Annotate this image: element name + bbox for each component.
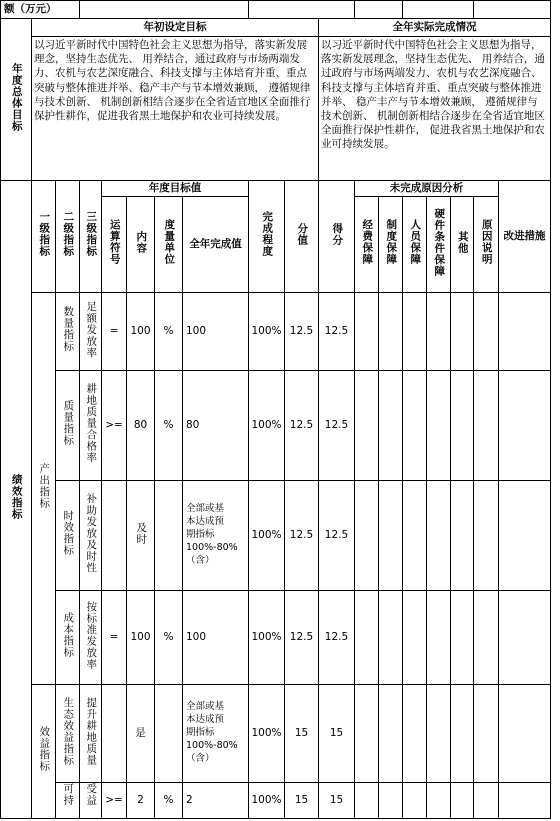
table-cell: 100% (249, 685, 285, 783)
table-cell: = (102, 293, 127, 371)
table-cell (474, 371, 499, 481)
table-cell (499, 591, 551, 685)
header-completed: 全年完成值 (183, 197, 249, 293)
cell-text: 全部或基 (186, 503, 225, 515)
table-cell (499, 371, 551, 481)
table-cell (427, 685, 451, 783)
header-institution (379, 197, 403, 293)
table-cell: >= (102, 371, 127, 481)
table-row (1, 293, 551, 371)
cell-text: 质量指标 (62, 400, 75, 447)
table-cell: = (102, 591, 127, 685)
table-cell (474, 1, 551, 19)
table-cell: 80 (183, 371, 249, 481)
cell-text: 受益 (85, 783, 98, 806)
cell-text: 完成程度 (261, 211, 274, 258)
header-personnel (403, 197, 427, 293)
table-cell (379, 293, 403, 371)
completed-multiline (183, 481, 249, 591)
initial-goal-header: 年初设定目标 (32, 19, 319, 37)
header-level2 (56, 181, 80, 293)
table-cell: 100% (249, 481, 285, 591)
cell-text: 原因说明 (480, 219, 493, 266)
cell-text: 三级指标 (85, 211, 98, 258)
cell-text: 耕地质量合格率 (85, 383, 98, 464)
header-unit (155, 197, 183, 293)
cell-text: 期指标 (186, 727, 215, 739)
table-cell (451, 371, 474, 481)
cell-text: 足额发放率 (85, 300, 98, 359)
table-cell: 100 (183, 293, 249, 371)
cell-text: 效益指标 (38, 726, 51, 773)
table-cell: 12.5 (285, 481, 319, 591)
table-cell: 100 (183, 591, 249, 685)
table-cell (451, 783, 474, 819)
table-cell (427, 371, 451, 481)
table-cell (403, 481, 427, 591)
table-cell (56, 783, 80, 819)
table-cell: 12.5 (285, 293, 319, 371)
table-cell (355, 1, 403, 19)
cell-text: 本达成预 (186, 714, 225, 726)
table-cell (427, 293, 451, 371)
cell-text: 100%-80% (186, 739, 238, 751)
table-cell: 100% (249, 371, 285, 481)
table-cell: 15 (319, 685, 355, 783)
table-cell (155, 481, 183, 591)
group-output (32, 293, 56, 685)
table-cell: 12.5 (319, 591, 355, 685)
cell-text: （含） (186, 554, 215, 566)
cell-text: 人员保障 (409, 219, 422, 266)
table-cell (80, 481, 102, 591)
cell-text: 成本指标 (62, 612, 75, 659)
header-measures: 改进措施 (499, 181, 551, 293)
table-cell (403, 783, 427, 819)
cell-text: 生态效益指标 (62, 696, 75, 766)
table-cell (474, 783, 499, 819)
table-cell (451, 591, 474, 685)
table-cell (80, 1, 249, 19)
table-cell (155, 685, 183, 783)
table-cell (80, 371, 102, 481)
table-cell: 12.5 (319, 481, 355, 591)
cell-text: 硬件条件保障 (433, 207, 446, 277)
table-cell (355, 685, 379, 783)
table-row (1, 371, 551, 481)
amount-label: 额（万元） (1, 1, 80, 19)
table-cell (499, 481, 551, 591)
cell-text: 及时 (135, 521, 148, 545)
table-cell: 15 (285, 783, 319, 819)
table-cell: 12.5 (285, 371, 319, 481)
header-explanation (474, 197, 499, 293)
table-cell (249, 1, 355, 19)
table-cell: 12.5 (319, 371, 355, 481)
table-cell (403, 293, 427, 371)
header-annual-target: 年度目标值 (102, 181, 249, 197)
table-cell: >= (102, 783, 127, 819)
cell-text: 期指标 (186, 529, 215, 541)
table-cell (80, 591, 102, 685)
table-cell (80, 685, 102, 783)
table-cell (56, 591, 80, 685)
table-cell: 80 (127, 371, 155, 481)
table-cell (427, 591, 451, 685)
cell-text: 绩效指标 (10, 474, 23, 521)
table-cell: 15 (285, 685, 319, 783)
cell-text: 补助发放及时性 (85, 493, 98, 574)
table-cell (451, 481, 474, 591)
table-row (1, 481, 551, 591)
table-cell (474, 685, 499, 783)
table-cell (379, 591, 403, 685)
table-cell: % (155, 293, 183, 371)
cell-text: 年度总体目标 (10, 62, 23, 132)
table-cell: 2 (183, 783, 249, 819)
cell-text: （含） (186, 752, 215, 764)
group-benefit (32, 685, 56, 819)
header-degree (249, 181, 285, 293)
cell-text: 可持 (62, 783, 75, 806)
cell-text: 本达成预 (186, 516, 225, 528)
cell-text: 度量单位 (163, 219, 176, 266)
table-cell (403, 371, 427, 481)
cell-text: 内容 (135, 230, 148, 254)
table-cell (102, 685, 127, 783)
cell-text: 时效指标 (62, 510, 75, 557)
table-cell (355, 293, 379, 371)
table-cell (427, 783, 451, 819)
header-other (451, 197, 474, 293)
cell-text: 提升耕地质量 (85, 696, 98, 766)
header-reasons: 未完成原因分析 (355, 181, 499, 197)
table-cell (56, 293, 80, 371)
table-row (1, 783, 551, 819)
table-cell (499, 293, 551, 371)
header-operator (102, 197, 127, 293)
table-cell (403, 685, 427, 783)
table-cell (80, 783, 102, 819)
table-cell (474, 481, 499, 591)
table-cell (355, 481, 379, 591)
cell-text: 产出指标 (38, 463, 51, 510)
header-content (127, 197, 155, 293)
table-cell: 15 (319, 783, 355, 819)
table-cell (355, 591, 379, 685)
table-cell (427, 481, 451, 591)
table-cell: 100% (249, 293, 285, 371)
table-cell: % (155, 783, 183, 819)
table-cell (379, 481, 403, 591)
table-cell (451, 685, 474, 783)
cell-text: 运算符号 (108, 219, 121, 266)
table-cell (355, 783, 379, 819)
header-score (319, 181, 355, 293)
table-cell (56, 371, 80, 481)
table-cell (379, 371, 403, 481)
header-weight (285, 181, 319, 293)
table-cell (56, 685, 80, 783)
perf-label (1, 181, 32, 819)
cell-text: 得分 (331, 222, 344, 246)
table-cell (80, 293, 102, 371)
cell-text: 分值 (296, 222, 309, 246)
table-row (1, 685, 551, 783)
table-cell (355, 371, 379, 481)
table-cell (499, 685, 551, 783)
table-cell (102, 481, 127, 591)
cell-text: 经费保障 (361, 219, 374, 266)
table-cell (379, 685, 403, 783)
goal-section-label (1, 19, 32, 181)
cell-text: 按标准发放率 (85, 600, 98, 670)
table-cell: 12.5 (319, 293, 355, 371)
table-cell (56, 481, 80, 591)
cell-text: 数量指标 (62, 306, 75, 353)
initial-goal-text: 以习近平新时代中国特色社会主义思想为指导，落实新发展理念，坚持生态优先、 用养结合，通过政府与市场两端发力、农机与农艺深度融合、科技支撑与主体培育并重、重点突破与整体推进并举、稳产丰产与节本增效兼顾， 遵循规律与技术创新、 机制创新相结合逐步在全省适宜地区全面推行保护性耕作，促进我省黑土地保护和农业可持续发展。 (32, 37, 319, 181)
table-cell (474, 591, 499, 685)
header-level3 (80, 181, 102, 293)
table-cell (127, 481, 155, 591)
cell-text: 制度保障 (385, 219, 398, 266)
table-cell (451, 293, 474, 371)
table-row (1, 591, 551, 685)
table-cell: % (155, 591, 183, 685)
cell-text: 全部或基 (186, 701, 225, 713)
actual-goal-text: 以习近平新时代中国特色社会主义思想为指导，落实新发展理念，坚持生态优先、 用养结合，通过政府与市场两端发力、农机与农艺深度融合、 科技支撑与主体培育并重、重点突破与整体推进并举、 稳产丰产与节本增效兼顾， 遵循规律与技术创新、 机制创新相结合逐步在全省适宜地区全面推行保护性耕作， 促进我省黑土地保护和农业可持续发展。 (319, 37, 551, 181)
table-cell: 是 (127, 685, 155, 783)
header-level1 (32, 181, 56, 293)
table-cell: 100 (127, 591, 155, 685)
completed-multiline (183, 685, 249, 783)
header-funding (355, 197, 379, 293)
actual-goal-header: 全年实际完成情况 (319, 19, 551, 37)
header-hardware (427, 197, 451, 293)
table-cell: 100 (127, 293, 155, 371)
table-cell: 100% (249, 783, 285, 819)
table-cell: 12.5 (285, 591, 319, 685)
table-cell (474, 293, 499, 371)
table-cell: 2 (127, 783, 155, 819)
table-cell (499, 783, 551, 819)
cell-text: 二级指标 (62, 211, 75, 258)
table-cell (379, 783, 403, 819)
cell-text: 一级指标 (38, 211, 51, 258)
table-cell: 100% (249, 591, 285, 685)
cell-text: 其他 (456, 230, 469, 254)
table-cell (403, 1, 474, 19)
table-cell: % (155, 371, 183, 481)
table-cell (403, 591, 427, 685)
cell-text: 100%-80% (186, 541, 238, 553)
